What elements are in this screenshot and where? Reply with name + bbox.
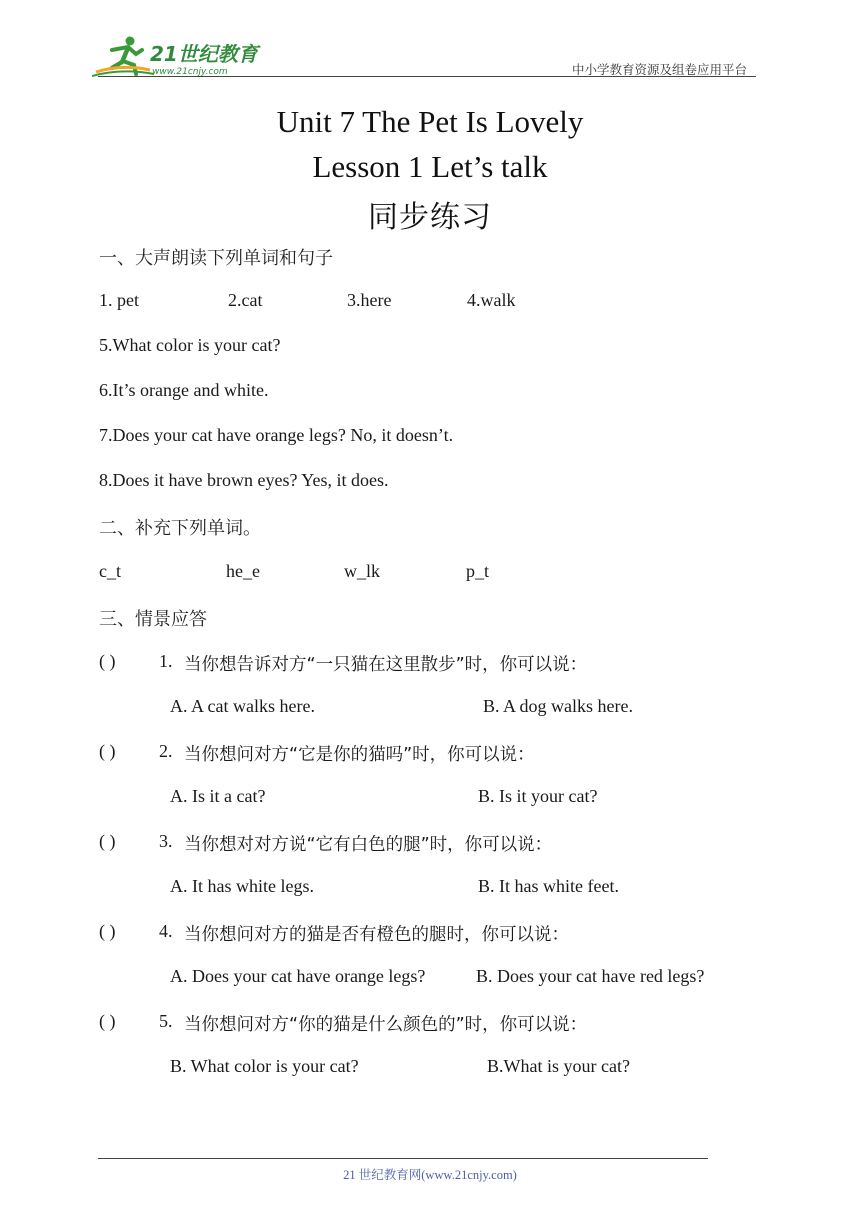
- answer-blank: ( ): [99, 1011, 116, 1031]
- fill-word-item: c_t: [99, 561, 121, 581]
- question-prompt: 当你想问对方“你的猫是什么颜色的”时，你可以说：: [184, 1015, 588, 1035]
- fill-word-item: w_lk: [344, 561, 380, 581]
- option-a: A. Is it a cat?: [170, 786, 266, 806]
- exercise-title: 同步练习: [368, 200, 492, 235]
- word-item: 1. pet: [99, 290, 139, 310]
- option-b: B. It has white feet.: [478, 876, 619, 896]
- header-divider: [98, 76, 756, 77]
- answer-blank: ( ): [99, 741, 116, 761]
- fill-word-item: p_t: [466, 561, 490, 581]
- sentence-item: 5.What color is your cat?: [99, 335, 281, 355]
- section1-heading: 一、大声朗读下列单词和句子: [99, 248, 333, 269]
- option-a: A. It has white legs.: [170, 876, 314, 896]
- question-number: 5.: [159, 1011, 173, 1031]
- logo-url: www.21cnjy.com: [152, 67, 228, 77]
- question-prompt: 当你想对对方说“它有白色的腿”时，你可以说：: [184, 835, 553, 855]
- sentence-item: 8.Does it have brown eyes? Yes, it does.: [99, 470, 389, 490]
- option-a: A. A cat walks here.: [170, 696, 315, 716]
- word-item: 3.here: [347, 290, 392, 310]
- section2-heading: 二、补充下列单词。: [99, 518, 261, 539]
- footer-link[interactable]: 21 世纪教育网(www.21cnjy.com): [343, 1168, 517, 1182]
- fill-word-item: he_e: [226, 561, 260, 581]
- question-number: 2.: [159, 741, 173, 761]
- answer-blank: ( ): [99, 921, 116, 941]
- site-logo: [92, 34, 262, 80]
- section3-heading: 三、情景应答: [99, 609, 207, 630]
- option-b: B. Is it your cat?: [478, 786, 598, 806]
- sentence-item: 7.Does your cat have orange legs? No, it doesn’t.: [99, 425, 454, 445]
- option-b: B. Does your cat have red legs?: [476, 966, 705, 986]
- option-a: B. What color is your cat?: [170, 1056, 359, 1076]
- option-b: B. A dog walks here.: [483, 696, 633, 716]
- answer-blank: ( ): [99, 651, 116, 671]
- sentence-item: 6.It’s orange and white.: [99, 380, 269, 400]
- footer-divider: [98, 1158, 708, 1159]
- lesson-title: Lesson 1 Let’s talk: [312, 149, 548, 184]
- option-b: B.What is your cat?: [487, 1056, 630, 1076]
- page-title: Unit 7 The Pet Is Lovely: [276, 104, 584, 139]
- runner-logo-icon: [92, 34, 262, 80]
- question-prompt: 当你想问对方“它是你的猫吗”时，你可以说：: [184, 745, 535, 765]
- word-item: 4.walk: [467, 290, 516, 310]
- question-number: 1.: [159, 651, 173, 671]
- header-platform-text: 中小学教育资源及组卷应用平台: [572, 62, 748, 77]
- logo-wordmark: 21世纪教育: [150, 42, 258, 66]
- word-item: 2.cat: [228, 290, 263, 310]
- option-a: A. Does your cat have orange legs?: [170, 966, 426, 986]
- question-number: 4.: [159, 921, 173, 941]
- answer-blank: ( ): [99, 831, 116, 851]
- question-number: 3.: [159, 831, 173, 851]
- question-prompt: 当你想问对方的猫是否有橙色的腿时，你可以说：: [184, 925, 569, 945]
- question-prompt: 当你想告诉对方“一只猫在这里散步”时，你可以说：: [184, 655, 588, 675]
